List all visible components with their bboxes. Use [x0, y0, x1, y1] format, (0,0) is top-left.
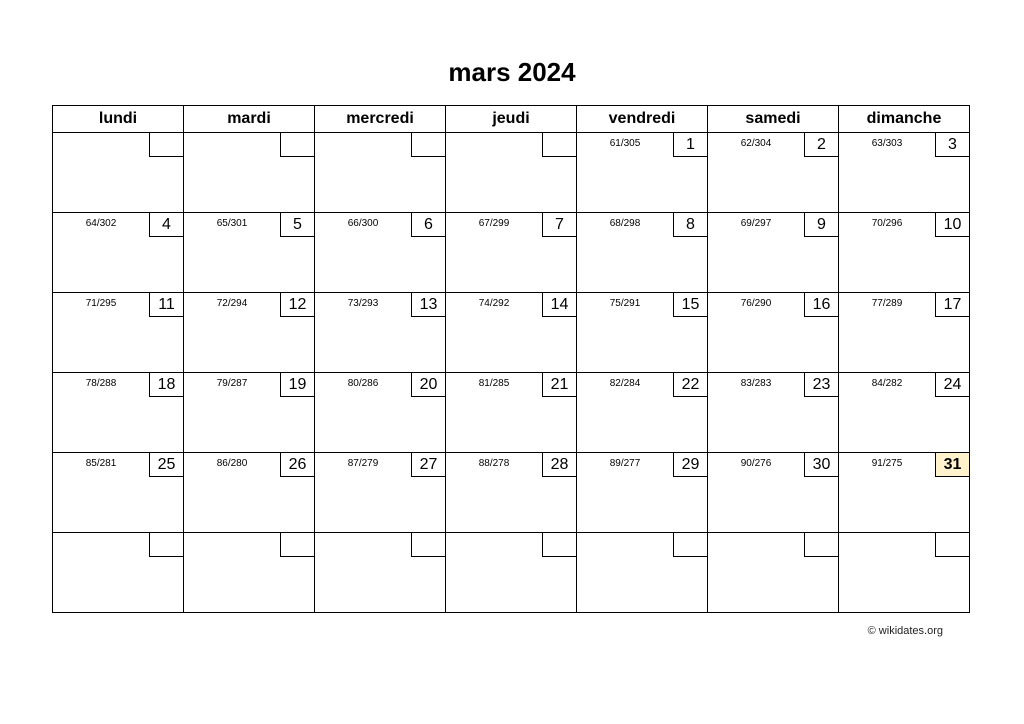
day-number — [411, 533, 445, 557]
footer-credit: © wikidates.org — [867, 625, 943, 637]
day-cell — [446, 133, 577, 213]
day-number: 19 — [280, 373, 314, 397]
day-number: 9 — [804, 213, 838, 237]
day-cell — [446, 213, 577, 293]
weekday-header-row — [53, 106, 970, 133]
weekday-header: samedi — [708, 106, 839, 133]
day-number: 1 — [673, 133, 707, 157]
week-row — [53, 533, 970, 613]
day-number: 25 — [149, 453, 183, 477]
weekday-header: dimanche — [839, 106, 970, 133]
day-number: 16 — [804, 293, 838, 317]
day-number: 23 — [804, 373, 838, 397]
day-cell — [315, 213, 446, 293]
day-ordinal: 82/284 — [609, 378, 641, 389]
day-cell — [184, 213, 315, 293]
day-ordinal — [446, 533, 542, 555]
calendar-grid — [52, 105, 970, 613]
day-ordinal: 74/292 — [478, 298, 510, 309]
day-cell — [53, 453, 184, 533]
day-cell — [839, 133, 970, 213]
weekday-header: mercredi — [315, 106, 446, 133]
day-ordinal: 76/290 — [740, 298, 772, 309]
day-cell — [315, 293, 446, 373]
day-ordinal: 81/285 — [478, 378, 510, 389]
day-number: 30 — [804, 453, 838, 477]
day-cell — [577, 453, 708, 533]
day-cell — [446, 533, 577, 613]
week-row — [53, 453, 970, 533]
day-ordinal: 68/298 — [609, 218, 641, 229]
day-number: 7 — [542, 213, 576, 237]
weekday-header: jeudi — [446, 106, 577, 133]
day-number: 17 — [935, 293, 969, 317]
day-ordinal: 72/294 — [216, 298, 248, 309]
day-number: 5 — [280, 213, 314, 237]
day-cell — [315, 533, 446, 613]
day-cell — [315, 453, 446, 533]
weekday-header: mardi — [184, 106, 315, 133]
page-title: mars 2024 — [448, 57, 576, 87]
day-number — [280, 133, 314, 157]
day-number: 27 — [411, 453, 445, 477]
day-ordinal — [184, 533, 280, 555]
day-cell — [839, 373, 970, 453]
day-number — [804, 533, 838, 557]
day-cell — [315, 133, 446, 213]
day-number: 13 — [411, 293, 445, 317]
day-ordinal: 62/304 — [740, 138, 772, 149]
day-ordinal: 69/297 — [740, 218, 772, 229]
day-ordinal — [708, 533, 804, 555]
day-ordinal: 75/291 — [609, 298, 641, 309]
day-cell — [839, 293, 970, 373]
day-ordinal: 89/277 — [609, 458, 641, 469]
day-ordinal: 77/289 — [871, 298, 903, 309]
day-number: 28 — [542, 453, 576, 477]
day-cell — [315, 373, 446, 453]
week-row — [53, 293, 970, 373]
day-number: 20 — [411, 373, 445, 397]
day-ordinal: 88/278 — [478, 458, 510, 469]
day-number — [542, 133, 576, 157]
day-number — [149, 133, 183, 157]
day-ordinal — [53, 133, 149, 155]
day-cell — [839, 533, 970, 613]
day-number: 10 — [935, 213, 969, 237]
day-ordinal — [53, 533, 149, 555]
day-ordinal — [315, 533, 411, 555]
day-ordinal: 65/301 — [216, 218, 248, 229]
day-number: 22 — [673, 373, 707, 397]
week-row — [53, 133, 970, 213]
day-ordinal: 90/276 — [740, 458, 772, 469]
day-number: 6 — [411, 213, 445, 237]
day-number: 29 — [673, 453, 707, 477]
day-cell — [708, 293, 839, 373]
day-cell — [708, 533, 839, 613]
day-cell — [577, 133, 708, 213]
day-ordinal: 79/287 — [216, 378, 248, 389]
day-cell — [446, 373, 577, 453]
weekday-header: vendredi — [577, 106, 708, 133]
day-number: 21 — [542, 373, 576, 397]
day-number: 11 — [149, 293, 183, 317]
day-ordinal: 86/280 — [216, 458, 248, 469]
day-ordinal: 84/282 — [871, 378, 903, 389]
day-ordinal — [839, 533, 935, 555]
day-number — [935, 533, 969, 557]
day-number: 24 — [935, 373, 969, 397]
day-ordinal: 85/281 — [85, 458, 117, 469]
day-number: 15 — [673, 293, 707, 317]
day-number — [280, 533, 314, 557]
day-cell — [184, 453, 315, 533]
day-cell — [577, 533, 708, 613]
day-ordinal: 91/275 — [871, 458, 903, 469]
day-ordinal — [446, 133, 542, 155]
day-cell — [839, 213, 970, 293]
day-ordinal: 61/305 — [609, 138, 641, 149]
week-row — [53, 373, 970, 453]
day-ordinal: 83/283 — [740, 378, 772, 389]
day-cell — [708, 133, 839, 213]
day-number — [149, 533, 183, 557]
day-cell — [184, 533, 315, 613]
day-ordinal: 67/299 — [478, 218, 510, 229]
day-number: 31 — [935, 453, 969, 477]
day-ordinal: 78/288 — [85, 378, 117, 389]
day-cell — [184, 133, 315, 213]
day-number: 2 — [804, 133, 838, 157]
day-cell — [184, 373, 315, 453]
day-cell — [53, 213, 184, 293]
day-ordinal — [577, 533, 673, 555]
day-number: 26 — [280, 453, 314, 477]
day-number — [411, 133, 445, 157]
day-number: 3 — [935, 133, 969, 157]
day-cell — [53, 533, 184, 613]
day-cell — [708, 373, 839, 453]
day-number: 4 — [149, 213, 183, 237]
day-cell — [184, 293, 315, 373]
day-cell — [53, 293, 184, 373]
day-ordinal: 63/303 — [871, 138, 903, 149]
day-cell — [53, 133, 184, 213]
day-ordinal — [315, 133, 411, 155]
day-ordinal: 80/286 — [347, 378, 379, 389]
weekday-header: lundi — [53, 106, 184, 133]
day-ordinal: 66/300 — [347, 218, 379, 229]
day-ordinal: 87/279 — [347, 458, 379, 469]
day-ordinal: 71/295 — [85, 298, 117, 309]
day-number: 12 — [280, 293, 314, 317]
day-ordinal — [184, 133, 280, 155]
day-cell — [577, 293, 708, 373]
day-number — [542, 533, 576, 557]
day-cell — [446, 293, 577, 373]
day-number — [673, 533, 707, 557]
day-number: 8 — [673, 213, 707, 237]
day-cell — [577, 373, 708, 453]
day-number: 18 — [149, 373, 183, 397]
day-ordinal: 64/302 — [85, 218, 117, 229]
day-cell — [577, 213, 708, 293]
day-cell — [53, 373, 184, 453]
week-row — [53, 213, 970, 293]
day-cell — [708, 213, 839, 293]
day-ordinal: 70/296 — [871, 218, 903, 229]
day-cell — [446, 453, 577, 533]
day-number: 14 — [542, 293, 576, 317]
day-cell — [708, 453, 839, 533]
day-ordinal: 73/293 — [347, 298, 379, 309]
day-cell — [839, 453, 970, 533]
